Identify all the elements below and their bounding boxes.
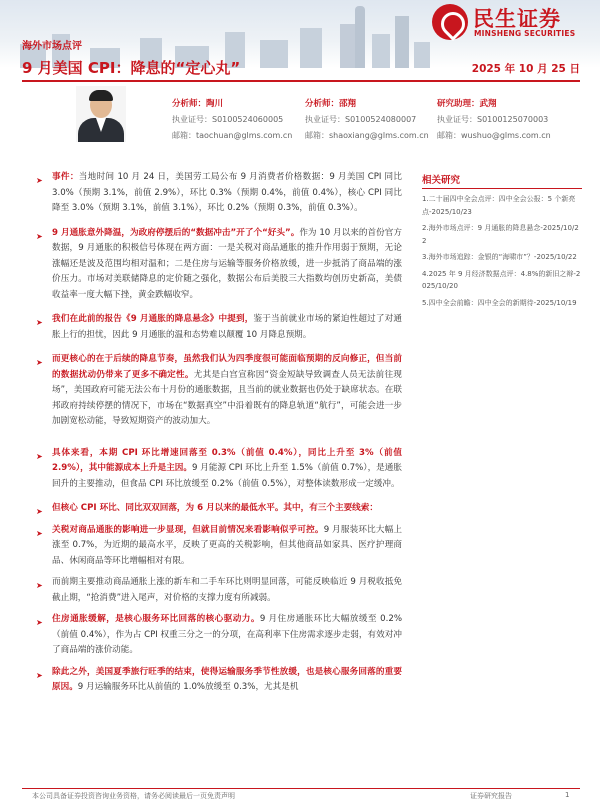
- paragraph-lead: 但核心 CPI 环比、同比双双回落，为 6 月以来的最低水平。其中，有三个主要线索：: [52, 503, 378, 513]
- footer-label: 证券研究报告: [470, 792, 512, 800]
- body-paragraph: [36, 612, 402, 659]
- analyst-name: 陶川: [206, 99, 224, 109]
- body-paragraph: [36, 446, 402, 493]
- body-paragraph: [36, 312, 402, 343]
- report-body: [36, 170, 402, 702]
- related-research-item[interactable]: 1.二十届四中全会点评：四中全会公报：5 个新亮点-2025/10/23: [422, 195, 576, 216]
- analyst-cert: 执业证号：S0100524080007: [305, 115, 417, 124]
- paragraph-text: 9 月服装环比大幅上涨至 0.7%，为近期的最高水平，反映了更高的关税影响，但其他商品如家具、医疗护理商品、休闲商品等环比增幅相对有限。: [52, 524, 402, 566]
- analyst-cert: 执业证号：S0100524060005: [172, 115, 284, 124]
- page-number: 1: [565, 791, 570, 799]
- footer-disclaimer: 本公司具备证券投资咨询业务资格，请务必阅读最后一页免责声明: [32, 792, 235, 800]
- report-date: 2025 年 10 月 25 日: [471, 63, 580, 75]
- triangle-right-icon: ➤: [36, 670, 43, 680]
- related-research-item[interactable]: 2.海外市场点评：9 月通胀的降息悬念-2025/10/22: [422, 224, 579, 245]
- triangle-right-icon: ➤: [36, 528, 43, 538]
- paragraph-text: 当地时间 10 月 24 日，美国劳工局公布 9 月消费者价格数据：9 月美国 CPI 同比 3.0%（预期 3.1%，前值 2.9%），环比 0.3%（预期 0.4%，前值 0.4%），核心 CPI 同比降至 3.0%（预期 3.1%，前值 3.1%），环比 0.2%（预期 0.3%，前值 0.3%）。: [52, 172, 402, 213]
- body-paragraph: [36, 665, 402, 696]
- logo-chinese-name: 民生证券: [473, 7, 561, 31]
- triangle-right-icon: ➤: [36, 176, 43, 185]
- analyst-block: [305, 96, 429, 144]
- body-paragraph: [36, 170, 402, 217]
- analyst-role: 分析师：: [172, 99, 207, 109]
- logo-english-name: MINSHENG SECURITIES: [474, 29, 576, 38]
- related-research-item[interactable]: 3.海外市场追踪：金银的“海啸市”？-2025/10/22: [422, 253, 577, 261]
- related-research-item[interactable]: 4.2025 年 9 月经济数据点评：4.8%的新旧之辩-2025/10/20: [422, 269, 581, 290]
- analyst-name: 武翔: [479, 99, 497, 109]
- paragraph-text: 9 月住房通胀环比大幅放缓至 0.2%（前值 0.4%），作为占 CPI 权重三分之一的分项，在高利率下住房需求逐步走弱，有效对冲了商品端的涨价动能。: [52, 614, 402, 655]
- analyst-block: [437, 96, 551, 144]
- minsheng-logo-icon: [432, 4, 468, 40]
- triangle-right-icon: ➤: [36, 618, 43, 627]
- body-paragraph: [36, 226, 402, 304]
- title-divider: [22, 80, 580, 82]
- paragraph-lead: 9 月通胀意外降温，为政府停摆后的“数据冲击”开了个“好头”。: [52, 227, 300, 238]
- company-logo: [432, 4, 592, 42]
- footer-divider: [22, 788, 580, 789]
- body-paragraph: [36, 523, 402, 570]
- paragraph-text: 鉴于当前就业市场的紧迫性超过了对通胀上行的担忧，因此 9 月通胀的温和态势难以颠覆 10 月降息预期。: [52, 314, 402, 340]
- triangle-right-icon: ➤: [36, 451, 43, 461]
- triangle-right-icon: ➤: [36, 507, 43, 516]
- analyst-role: 研究助理：: [437, 99, 480, 109]
- paragraph-lead: 而更核心的在于后续的降息节奏，虽然我们认为四季度很可能面临预期的反向修正，但当前的数据扰动仍带来了更多不确定性。: [52, 354, 402, 380]
- paragraph-lead: 除此之外，美国夏季旅行旺季的结束，使得运输服务季节性放缓，也是核心服务回落的重要原因。: [52, 666, 402, 692]
- analyst-email[interactable]: 邮箱：taochuan@glms.com.cn: [172, 131, 293, 140]
- related-research-item[interactable]: 5.四中全会前瞻：四中全会的新期待-2025/10/19: [422, 298, 577, 307]
- body-paragraph: [36, 575, 402, 606]
- related-research-title: 相关研究: [422, 172, 582, 189]
- paragraph-text: 作为 10 月以来的首份官方数据，9 月通胀的积极信号体现在两方面：一是关税对商品通胀的推升作用弱于预期，无论涨幅还是波及范围均相对温和；二是住房与运输等服务价格放缓，进一步抵消了商品端的涨价压力。市场对美联储降息的定价随之强化，数据公布后美股三大指数均创历史新高，美债收益率一度大幅下挫，黄金跌幅收窄。: [52, 227, 402, 300]
- analyst-email[interactable]: 邮箱：shaoxiang@glms.com.cn: [305, 131, 429, 140]
- paragraph-lead: 住房通胀缓解，是核心服务环比回落的核心驱动力。: [52, 614, 260, 624]
- triangle-right-icon: ➤: [36, 581, 43, 590]
- triangle-right-icon: ➤: [36, 231, 43, 241]
- paragraph-text: 尤其是白宫宣称因“资金短缺导致调查人员无法前往现场”，美国政府可能无法公布十月份的通胀数据，且当前的就业数据也仍处于缺席状态。在联邦政府持续停摆的情况下，市场在“数据真空”中沿着既有的降息轨道“航行”，可能会进一步加剧宽松动能，导致短期资产的波动加大。: [52, 369, 402, 426]
- paragraph-lead: 事件：: [52, 172, 79, 182]
- triangle-right-icon: ➤: [36, 318, 43, 327]
- body-paragraph: [36, 501, 402, 517]
- report-title: 9 月美国 CPI：降息的“定心丸”: [22, 59, 241, 77]
- analyst-email[interactable]: 邮箱：wushuo@glms.com.cn: [437, 131, 551, 140]
- analyst-block: [172, 96, 292, 144]
- analyst-role: 分析师：: [305, 99, 340, 109]
- triangle-right-icon: ➤: [36, 358, 43, 367]
- paragraph-text: 而前期主要推动商品通胀上涨的新车和二手车环比则明显回落，可能反映临近 9 月税收抵免截止期，“抢消费”进入尾声，对价格的支撑力度有所减弱。: [52, 577, 402, 603]
- paragraph-lead: 具体来看，本期 CPI 环比增速回落至 0.3%（前值 0.4%），同比上升至 3%（前值 2.9%），其中能源成本上升是主因。: [52, 447, 402, 473]
- analyst-name: 邵翔: [339, 99, 357, 109]
- report-category: 海外市场点评: [22, 41, 82, 52]
- analyst-photo: [76, 86, 126, 142]
- analyst-cert: 执业证号：S0100125070003: [437, 115, 549, 124]
- paragraph-lead: 关税对商品通胀的影响进一步显现，但就目前情况来看影响似乎可控。: [52, 524, 324, 535]
- body-paragraph: [36, 352, 402, 430]
- paragraph-lead: 我们在此前的报告《9 月通胀的降息悬念》中提到，: [52, 314, 254, 324]
- related-research: [422, 172, 582, 313]
- paragraph-text: 9 月运输服务环比从前值的 1.0%放缓至 0.3%，尤其是机: [77, 682, 299, 692]
- paragraph-text: 9 月能源 CPI 环比上升至 1.5%（前值 0.7%），是通胀回升的主要推动，但食品 CPI 环比放缓至 0.2%（前值 0.5%），对整体读数形成一定缓冲。: [52, 463, 402, 489]
